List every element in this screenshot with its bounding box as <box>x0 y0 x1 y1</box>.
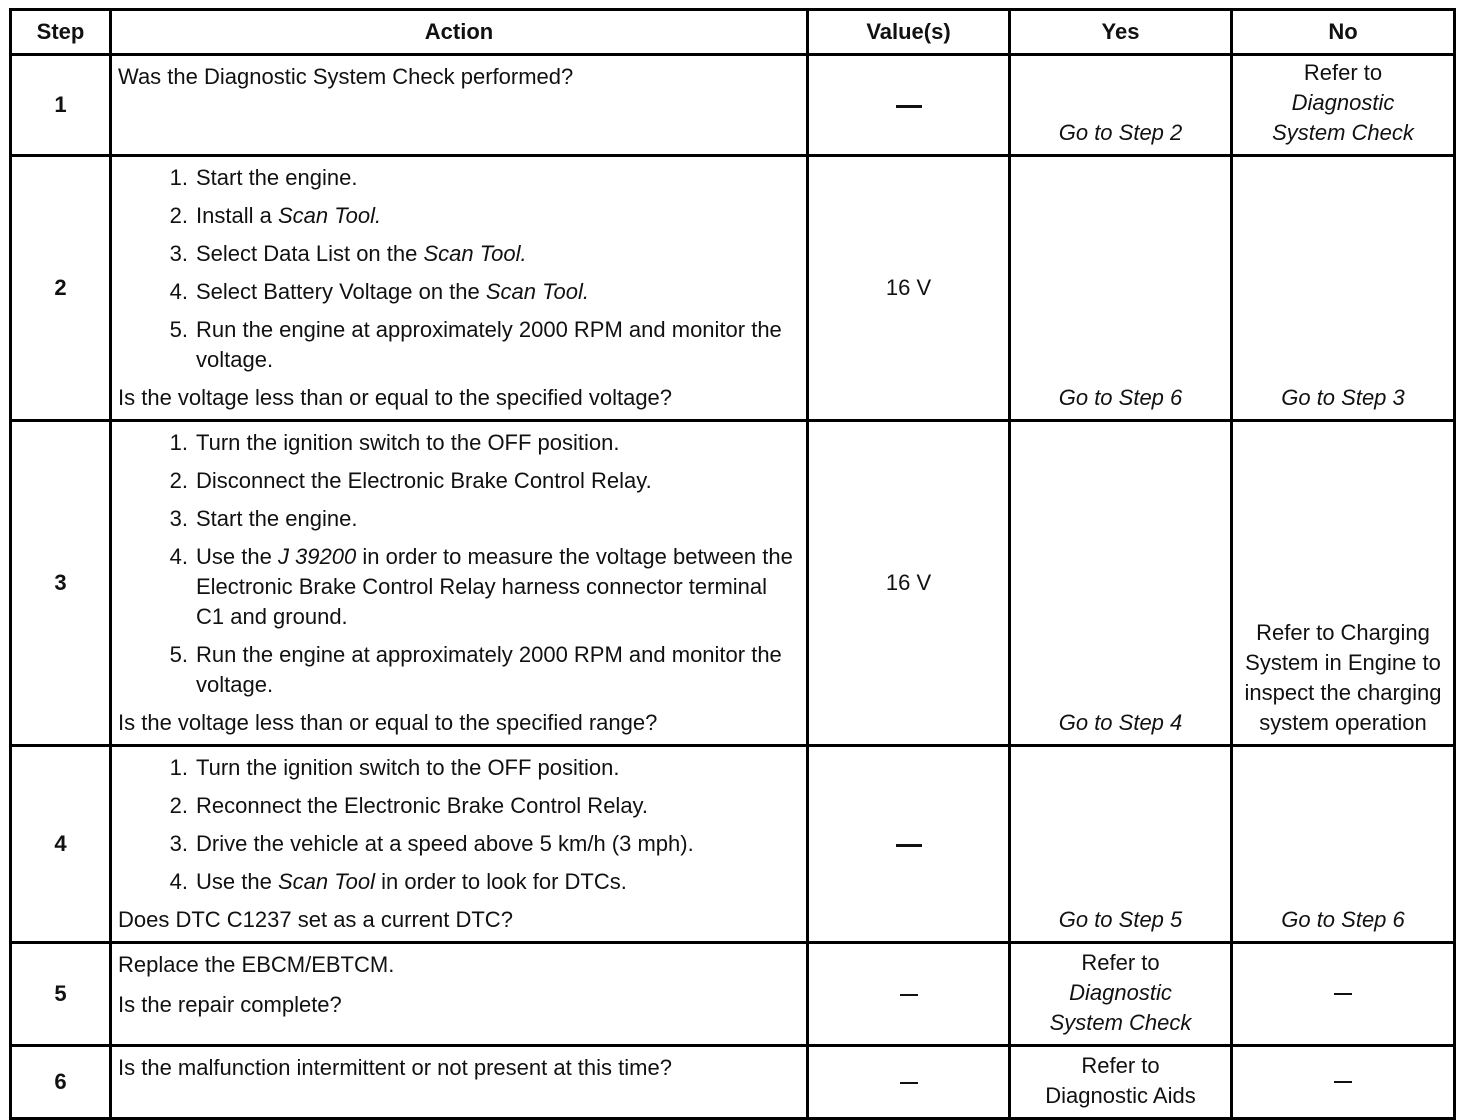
step-number: 1 <box>11 55 111 156</box>
header-row <box>11 10 1455 55</box>
step-text-part: Start the engine. <box>196 506 358 531</box>
step-number: 5 <box>11 943 111 1046</box>
action-cell <box>111 746 808 943</box>
action-step-number: 2. <box>169 793 188 818</box>
no-cell <box>1232 55 1455 156</box>
dash-mark <box>1334 993 1352 995</box>
dash-mark <box>900 994 918 996</box>
action-question: Is the voltage less than or equal to the specified range? <box>118 710 658 735</box>
action-step-item <box>118 791 798 821</box>
yes-line: Diagnostic <box>1069 980 1172 1005</box>
step-text-part: Use the <box>196 544 278 569</box>
step-number: 3 <box>11 421 111 746</box>
action-step-item <box>118 277 798 307</box>
dash-mark <box>896 844 922 847</box>
header-no: No <box>1232 10 1455 55</box>
italic-term: Scan Tool. <box>423 241 527 266</box>
yes-cell <box>1010 1046 1232 1119</box>
value-cell <box>808 55 1010 156</box>
dash-mark <box>900 1082 918 1084</box>
action-step-item <box>118 239 798 269</box>
action-step-number: 5. <box>169 642 188 667</box>
action-cell <box>111 1046 808 1119</box>
action-question: Is the voltage less than or equal to the specified voltage? <box>118 385 673 410</box>
action-cell <box>111 421 808 746</box>
italic-term: Scan Tool <box>277 869 375 894</box>
step-text-part: Select Battery Voltage on the <box>196 279 486 304</box>
action-step-number: 2. <box>169 203 188 228</box>
step-text-part: Turn the ignition switch to the OFF position. <box>196 430 620 455</box>
action-step-number: 3. <box>169 506 188 531</box>
action-steps <box>118 753 798 897</box>
table-row-step-2 <box>11 156 1455 421</box>
step-text-part: Start the engine. <box>196 165 358 190</box>
no-cell: Go to Step 3 <box>1232 156 1455 421</box>
step-text-part: Reconnect the Electronic Brake Control Relay. <box>196 793 649 818</box>
action-step-number: 1. <box>169 755 188 780</box>
header-step: Step <box>11 10 111 55</box>
no-cell: Go to Step 6 <box>1232 746 1455 943</box>
no-line: Diagnostic <box>1291 90 1395 115</box>
step-number: 6 <box>11 1046 111 1119</box>
action-step-item <box>118 504 798 534</box>
header-yes: Yes <box>1010 10 1232 55</box>
action-step-text <box>196 791 798 821</box>
table-row-step-5 <box>11 943 1455 1046</box>
action-step-number: 4. <box>169 869 188 894</box>
diagnostic-table <box>9 8 1456 1120</box>
action-step-item <box>118 315 798 375</box>
action-steps <box>118 428 798 700</box>
step-text-part: Disconnect the Electronic Brake Control Relay. <box>196 468 652 493</box>
step-text-part: Use the <box>196 869 278 894</box>
action-step-text <box>196 277 798 307</box>
step-number: 4 <box>11 746 111 943</box>
header-values: Value(s) <box>808 10 1010 55</box>
action-step-text <box>196 542 798 632</box>
action-step-item <box>118 867 798 897</box>
value-cell: 16 V <box>808 156 1010 421</box>
no-cell <box>1232 1046 1455 1119</box>
value-cell <box>808 943 1010 1046</box>
action-step-text <box>196 428 798 458</box>
action-question: Is the malfunction intermittent or not present at this time? <box>118 1055 672 1080</box>
step-text-part: Select Data List on the <box>196 241 424 266</box>
table-row-step-3 <box>11 421 1455 746</box>
action-step-item <box>118 542 798 632</box>
step-text-part: Install a <box>196 203 278 228</box>
dash-mark <box>896 105 922 108</box>
step-text-part: Drive the vehicle at a speed above 5 km/h (3 mph). <box>196 831 694 856</box>
step-text-part: Run the engine at approximately 2000 RPM and monitor the voltage. <box>196 642 782 697</box>
action-step-text <box>196 466 798 496</box>
action-cell <box>111 943 808 1046</box>
action-question: Is the repair complete? <box>118 992 342 1017</box>
yes-cell <box>1010 943 1232 1046</box>
yes-cell: Go to Step 6 <box>1010 156 1232 421</box>
action-step-number: 2. <box>169 468 188 493</box>
value-cell <box>808 1046 1010 1119</box>
action-step-number: 3. <box>169 831 188 856</box>
action-step-item <box>118 829 798 859</box>
action-question: Was the Diagnostic System Check performed? <box>118 64 574 89</box>
yes-line: Refer to <box>1081 1053 1160 1078</box>
step-text-part: in order to measure the voltage between the Electronic Brake Control Relay harness connector terminal C1 and ground. <box>196 544 793 629</box>
yes-cell: Go to Step 2 <box>1010 55 1232 156</box>
no-line: Refer to <box>1303 60 1383 85</box>
action-step-number: 3. <box>169 241 188 266</box>
value-cell: 16 V <box>808 421 1010 746</box>
dash-mark <box>1334 1081 1352 1083</box>
yes-cell: Go to Step 5 <box>1010 746 1232 943</box>
action-step-number: 4. <box>169 544 188 569</box>
step-text-part: Turn the ignition switch to the OFF position. <box>196 755 620 780</box>
action-step-number: 1. <box>169 165 188 190</box>
yes-line: Refer to <box>1081 950 1160 975</box>
action-text: Replace the EBCM/EBTCM. <box>118 952 395 977</box>
action-step-item <box>118 753 798 783</box>
action-step-text <box>196 315 798 375</box>
table-row-step-4 <box>11 746 1455 943</box>
action-step-text <box>196 867 798 897</box>
value-cell <box>808 746 1010 943</box>
step-text-part: in order to look for DTCs. <box>374 869 627 894</box>
action-cell <box>111 156 808 421</box>
step-number: 2 <box>11 156 111 421</box>
yes-line: System Check <box>1049 1010 1192 1035</box>
action-step-text <box>196 239 798 269</box>
table-row-step-6 <box>11 1046 1455 1119</box>
action-question: Does DTC C1237 set as a current DTC? <box>118 907 513 932</box>
step-text-part: Run the engine at approximately 2000 RPM and monitor the voltage. <box>196 317 782 372</box>
header-action: Action <box>111 10 808 55</box>
no-cell <box>1232 943 1455 1046</box>
action-step-item <box>118 163 798 193</box>
action-step-number: 1. <box>169 430 188 455</box>
action-cell <box>111 55 808 156</box>
italic-term: J 39200 <box>277 544 357 569</box>
no-line: System Check <box>1272 120 1414 145</box>
action-step-text <box>196 640 798 700</box>
action-step-text <box>196 753 798 783</box>
action-step-text <box>196 829 798 859</box>
action-step-item <box>118 428 798 458</box>
no-cell: Refer to Charging System in Engine to inspect the charging system operation <box>1232 421 1455 746</box>
italic-term: Scan Tool. <box>485 279 590 304</box>
italic-term: Scan Tool. <box>277 203 382 228</box>
action-step-number: 4. <box>169 279 188 304</box>
yes-line: Diagnostic Aids <box>1045 1083 1196 1108</box>
action-step-item <box>118 640 798 700</box>
action-steps <box>118 163 798 375</box>
action-step-item <box>118 466 798 496</box>
action-step-number: 5. <box>169 317 188 342</box>
action-step-text <box>196 201 798 231</box>
yes-cell: Go to Step 4 <box>1010 421 1232 746</box>
action-step-text <box>196 504 798 534</box>
table-row-step-1 <box>11 55 1455 156</box>
action-step-text <box>196 163 798 193</box>
action-step-item <box>118 201 798 231</box>
